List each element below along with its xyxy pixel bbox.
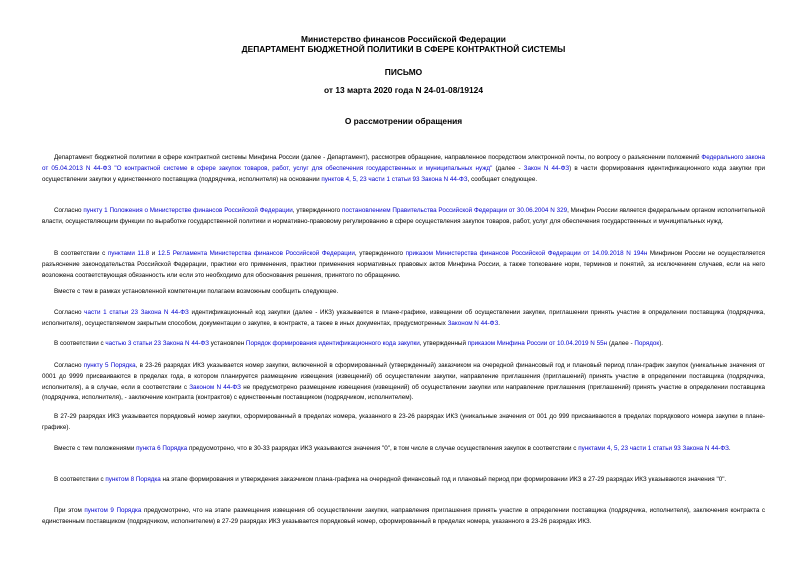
paragraph-text: , сообщает следующее.: [467, 175, 538, 183]
paragraph-ministry-competence: [42, 206, 765, 228]
legal-reference-link[interactable]: Порядок: [634, 340, 660, 347]
paragraph-text: Согласно: [54, 207, 84, 214]
legal-reference-link[interactable]: частью 3 статьи 23 Закона N 44-ФЗ: [105, 340, 210, 347]
paragraph-text: ).: [659, 340, 664, 347]
legal-reference-link[interactable]: Законом N 44-ФЗ: [189, 383, 241, 391]
paragraph-text: на этапе формирования и утверждения заказчиком плана-графика на очередной финансовый год и плановый период при формировании ИКЗ в 27-29 разрядах ИКЗ указываются значения "0".: [160, 476, 727, 483]
paragraph-text: Минфином России не осуществляется разъяснение законодательства Российской Федерации, практики его применения, практики применения нормативных правовых актов Минфина России, а также толкование норм, терминов и понятий, за исключением случаев, если на него возложена соответствующая обязанность или если это необходимо для обоснования решения, принятого по обращению.: [42, 250, 766, 279]
paragraph-digits-27-29: [42, 412, 765, 434]
paragraph-item-8: [42, 475, 765, 486]
paragraph-text: Вместе с тем положениями: [54, 445, 137, 452]
paragraph-text: В соответствии с: [54, 340, 106, 347]
paragraph-order-reference: [42, 339, 765, 350]
paragraph-text: ) в части формирования идентификационного кода закупки при осуществлении закупки у единственного поставщика (подрядчика, исполнителя) на основании: [42, 164, 765, 183]
paragraph-text: не предусмотрено размещение извещения (извещений) об осуществлении закупки или направление приглашения (приглашений) принять участие в определении поставщика (подрядчика, исполнителя), - заключение контракта (контрактов) с единственным поставщиком (подрядчиком, исполнителем).: [42, 383, 765, 402]
paragraph-text: В 27-29 разрядах ИКЗ указывается порядковый номер закупки, сформированный в пределах номера, указанного в 23-26 разрядах ИКЗ (уникальные значения от 001 до 999 присваиваются в пределах порядкового номера закупки в плане-графике).: [42, 413, 765, 431]
paragraph-text: , утвержденный: [419, 340, 468, 347]
paragraph-text: Согласно: [54, 362, 84, 369]
paragraph-text: , утвержденного: [354, 250, 406, 257]
paragraph-ikz-definition: [42, 308, 765, 330]
paragraph-text: (далее -: [607, 340, 635, 347]
paragraph-text: (далее -: [492, 164, 524, 172]
paragraph-text: предусмотрено, что на этапе размещения извещения об осуществлении закупки, направления приглашения принять участие в определении поставщика (подрядчика, исполнителя), заключения контракта с единственным поставщиком (подрядчиком, исполнителем) в 27-29 разрядах ИКЗ указывается порядковый номер, сформированный в пределах номера, указанного в 23-26 разрядах ИКЗ.: [42, 507, 766, 525]
paragraph-text: .: [498, 319, 501, 327]
paragraph-item-9: [42, 506, 765, 528]
paragraph-text: , в 23-26 разрядах ИКЗ указывается номер закупки, включенной в сформированный (утвержденный) заказчиком на очередной финансовый год и плановый период план-график закупок (уникальные значения от 0001 до 9999 присваиваются в пределах года, в котором планируется размещение извещения (извещений) об осуществлении закупки, направление приглашения (приглашений) принять участие в определении поставщика (подрядчика, исполнителя), а в случае, если в соответствии с: [42, 362, 766, 391]
legal-reference-link[interactable]: Федерального закона от 05.04.2013 N 44-ФЗ "О контрактной системе в сфере закупок товаров, работ, услуг для обеспечения государственных и муниципальных нужд": [42, 154, 765, 172]
paragraph-intro: [42, 153, 765, 185]
legal-reference-link[interactable]: пункту 5 Порядка: [83, 362, 136, 369]
paragraph-text: Согласно: [54, 309, 85, 316]
paragraph-regulation: [42, 249, 765, 281]
legal-reference-link[interactable]: постановлением Правительства Российской Федерации от 30.06.2004 N 329: [341, 207, 568, 214]
legal-reference-link[interactable]: пунктом 9 Порядка: [84, 507, 142, 514]
legal-reference-link[interactable]: Законом N 44-ФЗ: [447, 319, 499, 327]
paragraph-text: .: [728, 445, 731, 452]
paragraph-text: и: [149, 250, 158, 257]
paragraph-text: Департамент бюджетной политики в сфере контрактной системы Минфина России (далее - Департамент), рассмотрев обращение, направленное посредством электронной почты, по вопросу о разъяснении положений: [54, 154, 702, 161]
paragraph-text: Вместе с тем в рамках установленной компетенции полагаем возможным сообщить следующее.: [54, 288, 339, 295]
legal-reference-link[interactable]: пункту 1 Положения о Министерстве финансов Российской Федерации: [83, 207, 293, 214]
ministry-title: Министерство финансов Российской Федерации: [301, 34, 506, 44]
legal-reference-link[interactable]: части 1 статьи 23 Закона N 44-ФЗ: [84, 309, 189, 316]
paragraph-text: установлен: [209, 340, 246, 347]
paragraph-text: , Минфин России является федеральным органом исполнительной власти, осуществляющим функции по выработке государственной политики и нормативно-правовому регулированию в сфере осуществления закупок товаров, работ, услуг для обеспечения государственных и муниципальных нужд.: [42, 207, 765, 225]
document-type: ПИСЬМО: [384, 67, 423, 77]
legal-reference-link[interactable]: 12.5 Регламента Министерства финансов Российской Федерации: [157, 250, 355, 257]
document-subject: О рассмотрении обращения: [344, 116, 463, 126]
legal-reference-link[interactable]: пунктом 8 Порядка: [105, 476, 161, 483]
paragraph-text: При этом: [54, 507, 85, 514]
paragraph-text: предусмотрено, что в 30-33 разрядах ИКЗ указываются значения "0", в том числе в случае осуществления закупок в соответствии с: [187, 445, 579, 452]
legal-reference-link[interactable]: приказом Министерства финансов Российской Федерации от 14.09.2018 N 194н: [405, 250, 648, 257]
legal-reference-link[interactable]: пунктами 11.8: [107, 250, 150, 257]
legal-reference-link[interactable]: Закон N 44-ФЗ: [523, 164, 570, 172]
paragraph-transition: [42, 287, 765, 298]
legal-reference-link[interactable]: Порядок формирования идентификационного кода закупки: [245, 340, 420, 347]
legal-reference-link[interactable]: приказом Минфина России от 10.04.2019 N 55н: [467, 340, 608, 347]
document-date-number: от 13 марта 2020 года N 24-01-08/19124: [324, 85, 483, 95]
paragraph-text: В соответствии с: [54, 476, 106, 483]
paragraph-text: В соответствии с: [54, 250, 108, 257]
paragraph-text: идентификационный код закупки (далее - ИКЗ) указывается в плане-графике, извещении об осуществлении закупки, приглашении принять участие в определении поставщика (подрядчика, исполнителя), осуществляемом закрытым способом, документации о закупке, в контракте, а также в иных документах, предусмотренных: [42, 309, 765, 327]
legal-reference-link[interactable]: пунктами 4, 5, 23 части 1 статьи 93 Закона N 44-ФЗ: [578, 445, 729, 452]
paragraph-digits-23-26: [42, 361, 765, 404]
department-title: ДЕПАРТАМЕНТ БЮДЖЕТНОЙ ПОЛИТИКИ В СФЕРЕ КОНТРАКТНОЙ СИСТЕМЫ: [241, 44, 566, 54]
legal-reference-link[interactable]: пунктов 4, 5, 23 части 1 статьи 93 Закона N 44-ФЗ: [321, 175, 468, 183]
legal-reference-link[interactable]: пункта 6 Порядка: [136, 445, 188, 452]
paragraph-digits-30-33: [42, 444, 765, 455]
paragraph-text: , утвержденного: [292, 207, 342, 214]
